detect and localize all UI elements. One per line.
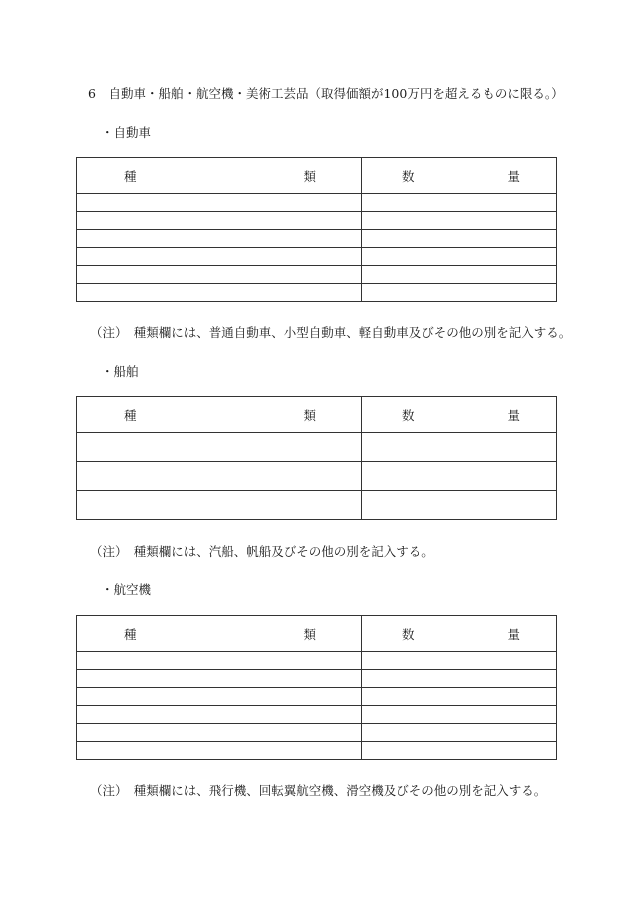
kind-header [77,397,362,433]
table-row [77,194,557,212]
quantity-header [362,397,557,433]
quantity-cell[interactable] [362,706,557,724]
kind-header-char-1: 種 [124,168,137,184]
kind-header [77,616,362,652]
kind-header-char-2: 類 [303,407,316,423]
kind-header-char-2: 類 [303,168,316,184]
quantity-header [362,616,557,652]
kind-cell[interactable] [77,462,362,491]
quantity-cell[interactable] [362,491,557,520]
kind-cell[interactable] [77,688,362,706]
aircraft-table [76,615,557,760]
ship-note: （注） 種類欄には、汽船、帆船及びその他の別を記入する。 [90,544,434,559]
quantity-cell[interactable] [362,742,557,760]
ship-table [76,396,557,520]
table-row [77,652,557,670]
table-row [77,212,557,230]
table-header-row [77,158,557,194]
aircraft-note: （注） 種類欄には、飛行機、回転翼航空機、滑空機及びその他の別を記入する。 [90,783,547,798]
quantity-cell[interactable] [362,230,557,248]
quantity-header-char-1: 数 [402,168,415,184]
table-header-row [77,397,557,433]
table-row [77,670,557,688]
kind-header-char-1: 種 [124,407,137,423]
quantity-cell[interactable] [362,670,557,688]
kind-cell[interactable] [77,194,362,212]
table-row [77,688,557,706]
table-row [77,266,557,284]
quantity-header-char-1: 数 [402,407,415,423]
kind-header-char-1: 種 [124,626,137,642]
page-heading: 6 自動車・船舶・航空機・美術工芸品（取得価額が100万円を超えるものに限る。） [88,86,564,101]
kind-cell[interactable] [77,491,362,520]
table-row [77,724,557,742]
quantity-cell[interactable] [362,212,557,230]
table-header-row [77,616,557,652]
quantity-cell[interactable] [362,688,557,706]
table-row [77,706,557,724]
quantity-header-char-1: 数 [402,626,415,642]
quantity-header-char-2: 量 [507,168,520,184]
kind-cell[interactable] [77,212,362,230]
quantity-cell[interactable] [362,248,557,266]
kind-cell[interactable] [77,433,362,462]
table-row [77,230,557,248]
quantity-cell[interactable] [362,266,557,284]
kind-header-char-2: 類 [303,626,316,642]
section-label-ship: ・船舶 [101,364,139,379]
kind-cell[interactable] [77,230,362,248]
quantity-cell[interactable] [362,652,557,670]
automobile-note: （注） 種類欄には、普通自動車、小型自動車、軽自動車及びその他の別を記入する。 [90,325,572,340]
table-row [77,462,557,491]
quantity-cell[interactable] [362,284,557,302]
quantity-cell[interactable] [362,194,557,212]
kind-cell[interactable] [77,248,362,266]
quantity-header [362,158,557,194]
kind-cell[interactable] [77,724,362,742]
kind-cell[interactable] [77,652,362,670]
automobile-table [76,157,557,302]
table-row [77,491,557,520]
section-label-aircraft: ・航空機 [101,582,152,597]
table-row [77,742,557,760]
quantity-header-char-2: 量 [507,407,520,423]
kind-cell[interactable] [77,670,362,688]
quantity-cell[interactable] [362,433,557,462]
table-row [77,433,557,462]
quantity-cell[interactable] [362,724,557,742]
quantity-header-char-2: 量 [507,626,520,642]
quantity-cell[interactable] [362,462,557,491]
table-row [77,284,557,302]
kind-cell[interactable] [77,266,362,284]
table-row [77,248,557,266]
section-label-automobile: ・自動車 [101,125,152,140]
kind-cell[interactable] [77,284,362,302]
kind-cell[interactable] [77,742,362,760]
kind-header [77,158,362,194]
kind-cell[interactable] [77,706,362,724]
